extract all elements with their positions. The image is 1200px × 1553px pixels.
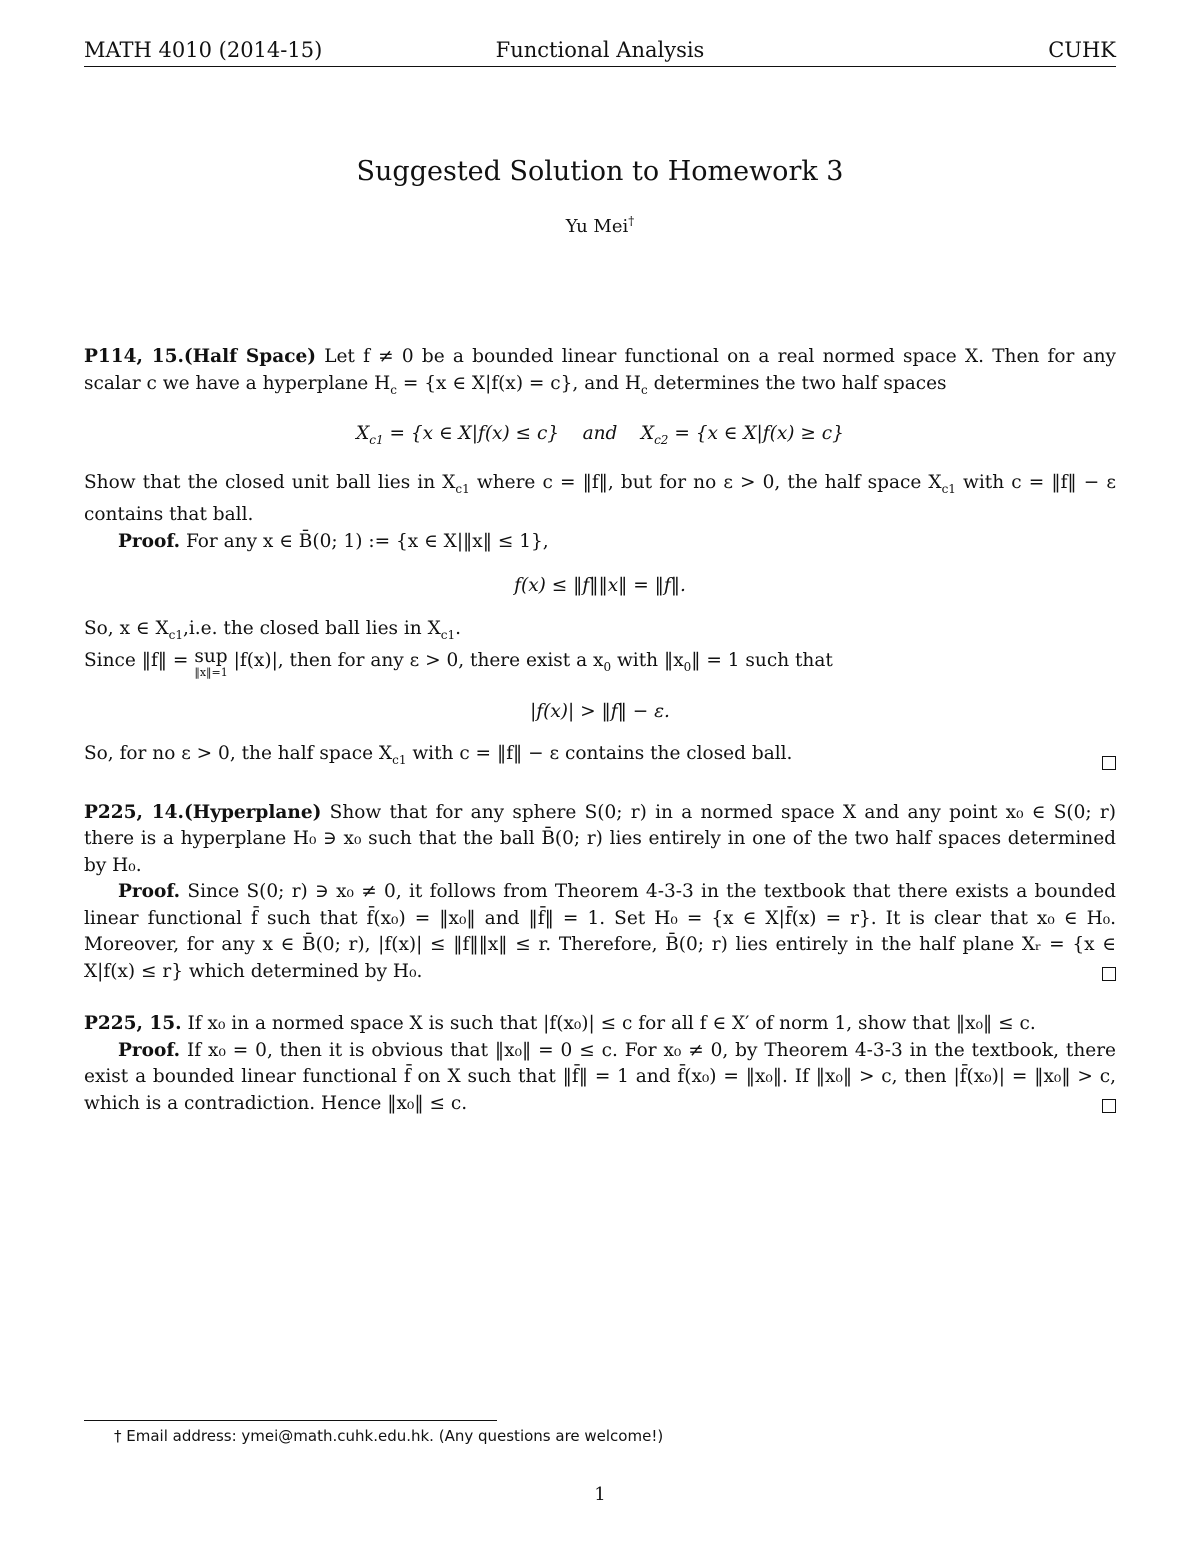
qed-box-icon [1102, 967, 1116, 981]
equation-norm-bound: f(x) ≤ ‖f‖‖x‖ = ‖f‖. [514, 575, 686, 596]
sup-operator: sup ‖x‖=1 [194, 646, 228, 679]
problem-1-line-a: So, x ∈ $X_{c1},i.e$. the closed ball lies in $X_{c1}$. [84, 617, 462, 642]
equation-half-spaces: $X_{c1} = \{x$ ∈ X|f(x) ≤ c} and $X_{c2} = \{x$ ∈ X|f(x) ≥ c} [356, 423, 844, 447]
page-number: 1 [594, 1484, 606, 1505]
problem-3-statement: P225, 15. If x₀ in a normed space X is such that |f(x₀)| ≤ c for all f ∈ X′ of norm 1, show that ‖x₀‖ ≤ c. [84, 1013, 1036, 1034]
problem-2-statement: P225, 14.(Hyperplane) Show that for any sphere S(0; r) in a normed space X and any point x₀ ∈ S(0; r) there is a hyperplane H₀ ∋ x₀ such that the ball B̄(0; r) lies entirely in one of the two half spaces determined by H₀. [84, 801, 1116, 876]
problem-1-proof-start: Proof. For any x ∈ B̄(0; 1) := {x ∈ X|‖x‖ ≤ 1}, [118, 530, 549, 552]
problem-1-task: Show that the closed unit ball lies in $X_{c1}$ where c = ‖f‖, but for no ε > 0, the half space $X_{c1}$ with c = ‖f‖ − ε contains that ball. [84, 471, 1116, 525]
author-name: Yu Mei [565, 216, 629, 237]
course-title: Functional Analysis [495, 38, 705, 62]
footnote: † Email address: ymei@math.cuhk.edu.hk. (Any questions are welcome!) [114, 1427, 664, 1445]
proof-label: Proof. [118, 530, 181, 552]
problem-2-label: P225, 14.(Hyperplane) [84, 801, 322, 823]
problem-2-proof: Proof. Since S(0; r) ∋ x₀ ≠ 0, it follows from Theorem 4-3-3 in the textbook that there exists a bounded linear functional f̄ such that f̄(x₀) = ‖x₀‖ and ‖f̄‖ = 1. Set H₀ = {x ∈ X|f̄(x) = r}. It is clear that x₀ ∈ H₀. Moreover, for any x ∈ B̄(0; r), |f(x)| ≤ ‖f‖‖x‖ ≤ r. Therefore, B̄(0; r) lies entirely in the half plane Xᵣ = {x ∈ X|f(x) ≤ r} which determined by H₀. [84, 881, 1116, 982]
equation-epsilon: |f(x)| > ‖f‖ − ε. [530, 700, 670, 722]
running-header [84, 38, 1116, 67]
qed-box-icon [1102, 756, 1116, 770]
problem-3-proof: Proof. If x₀ = 0, then it is obvious that ‖x₀‖ = 0 ≤ c. For x₀ ≠ 0, by Theorem 4-3-3 in the textbook, there exist a bounded linear functional f̄ on X such that ‖f̄‖ = 1 and f̄(x₀) = ‖x₀‖. If ‖x₀‖ > c, then |f̄(x₀)| = ‖x₀‖ > c, which is a contradiction. Hence ‖x₀‖ ≤ c. [84, 1039, 1116, 1114]
problem-1-statement: P114, 15.(Half Space) Let f ≠ 0 be a bounded linear functional on a real normed space X. Then for any scalar c we have a hyperplane $H_c = \{x$ ∈ X|f(x) = c}, and $H_c$ determines the two half spaces [84, 346, 1116, 397]
institution: CUHK [1048, 38, 1116, 62]
course-code: MATH 4010 (2014-15) [84, 38, 323, 62]
proof-label: Proof. [118, 1039, 181, 1061]
author [0, 214, 1200, 237]
problem-1-line-b: Since ‖f‖ = sup ‖x‖=1 |f(x)|, then for any ε > 0, there exist a $x_0$ with $‖x_0‖ = 1$ such that [84, 646, 833, 679]
author-footnote-mark: † [628, 214, 635, 228]
problem-1-label: P114, 15.(Half Space) [84, 346, 316, 367]
proof-label: Proof. [118, 881, 181, 902]
problem-1-conclusion: So, for no ε > 0, the half space $X_{c1}$ with c = ‖f‖ − ε contains the closed ball. [84, 741, 1116, 774]
document-body [84, 344, 1116, 1117]
qed-box-icon [1102, 1099, 1116, 1113]
footnote-rule [84, 1420, 497, 1421]
problem-3-label: P225, 15. [84, 1013, 182, 1034]
document-title: Suggested Solution to Homework 3 [356, 156, 844, 187]
